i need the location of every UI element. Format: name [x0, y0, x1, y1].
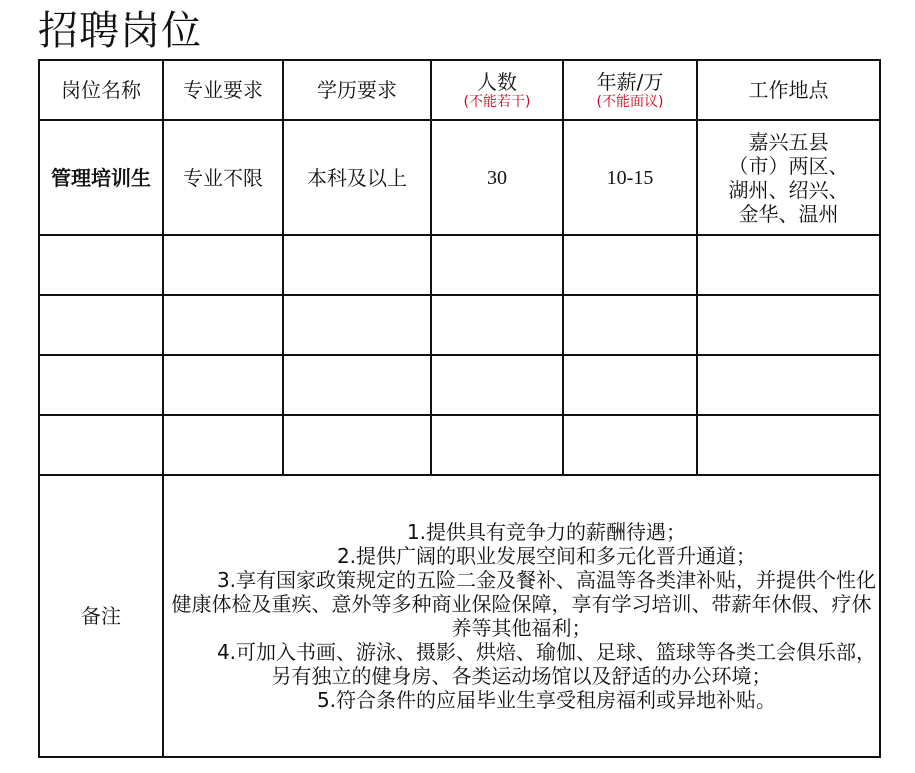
header-major: 专业要求	[163, 60, 283, 120]
empty-cell	[697, 295, 880, 355]
location-line: 嘉兴五县	[748, 129, 829, 154]
empty-cell	[163, 355, 283, 415]
empty-cell	[163, 235, 283, 295]
cell-location	[697, 120, 880, 235]
notes-label: 备注	[39, 475, 163, 757]
page-title: 招聘岗位	[38, 8, 202, 54]
header-salary	[563, 60, 697, 120]
table-header-row	[39, 60, 880, 120]
empty-row	[39, 295, 880, 355]
empty-cell	[431, 415, 563, 475]
location-line: 金华、温州	[738, 201, 839, 226]
cell-major: 专业不限	[163, 120, 283, 235]
empty-row	[39, 415, 880, 475]
empty-cell	[697, 355, 880, 415]
cell-salary: 10-15	[563, 120, 697, 235]
empty-cell	[563, 235, 697, 295]
empty-cell	[697, 235, 880, 295]
recruitment-table	[38, 59, 881, 758]
empty-cell	[697, 415, 880, 475]
header-salary-note: (不能面议)	[596, 94, 664, 110]
empty-cell	[431, 235, 563, 295]
empty-cell	[39, 235, 163, 295]
empty-cell	[39, 355, 163, 415]
empty-cell	[163, 295, 283, 355]
note-item: 2.提供广阔的职业发展空间和多元化晋升通道；	[336, 544, 757, 568]
empty-cell	[39, 295, 163, 355]
table-row	[39, 120, 880, 235]
location-line: （市）两区、	[728, 153, 849, 178]
header-count	[431, 60, 563, 120]
empty-cell	[283, 415, 431, 475]
empty-row	[39, 355, 880, 415]
notes-content	[163, 475, 880, 757]
empty-cell	[39, 415, 163, 475]
empty-cell	[431, 355, 563, 415]
empty-cell	[431, 295, 563, 355]
note-item: 1.提供具有竞争力的薪酬待遇；	[406, 520, 687, 544]
note-item: 4.可加入书画、游泳、摄影、烘焙、瑜伽、足球、篮球等各类工会俱乐部，另有独立的健身房、各类运动场馆以及舒适的办公环境；	[216, 640, 877, 688]
header-location: 工作地点	[697, 60, 880, 120]
header-count-note: (不能若干)	[463, 94, 531, 110]
empty-cell	[163, 415, 283, 475]
header-count-label: 人数	[477, 70, 517, 94]
empty-cell	[563, 415, 697, 475]
note-item: 3.享有国家政策规定的五险二金及餐补、高温等各类津补贴，并提供个性化健康体检及重疾、意外等多种商业保险保障，享有学习培训、带薪年休假、疗休养等其他福利；	[171, 568, 877, 640]
cell-count: 30	[431, 120, 563, 235]
empty-cell	[283, 235, 431, 295]
empty-cell	[283, 295, 431, 355]
header-education: 学历要求	[283, 60, 431, 120]
notes-row	[39, 475, 880, 757]
note-item: 5.符合条件的应届毕业生享受租房福利或异地补贴。	[316, 688, 777, 712]
empty-cell	[563, 355, 697, 415]
cell-position: 管理培训生	[39, 120, 163, 235]
header-salary-label: 年薪/万	[596, 70, 664, 94]
empty-row	[39, 235, 880, 295]
cell-education: 本科及以上	[283, 120, 431, 235]
header-position: 岗位名称	[39, 60, 163, 120]
location-line: 湖州、绍兴、	[728, 177, 849, 202]
empty-cell	[563, 295, 697, 355]
empty-cell	[283, 355, 431, 415]
